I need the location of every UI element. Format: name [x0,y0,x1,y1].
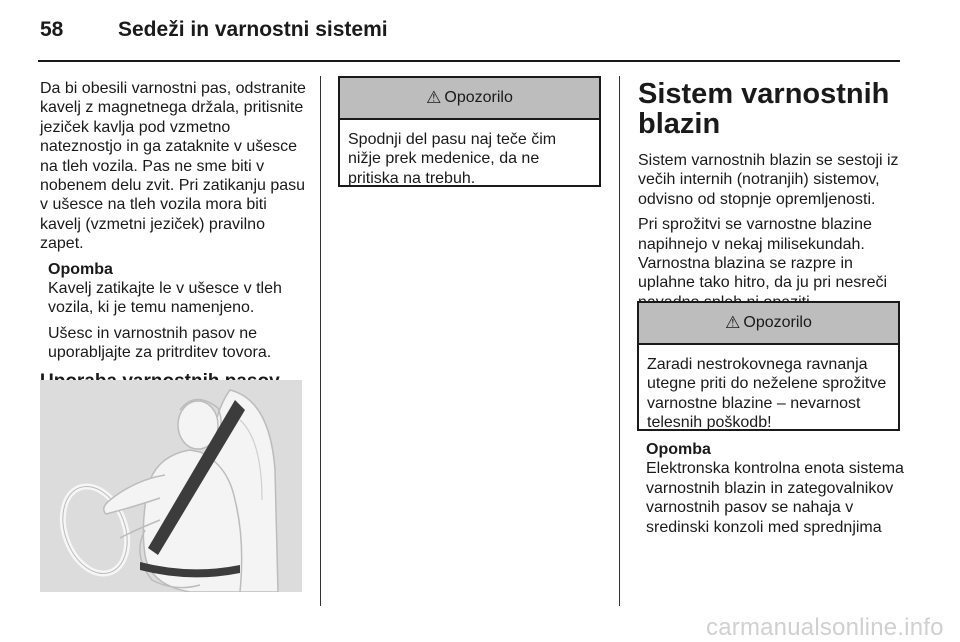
note-heading: Opomba [48,260,113,278]
page-number: 58 [40,18,64,41]
pregnant-seatbelt-illustration [40,380,302,592]
warning-header [639,303,898,345]
column-divider [320,76,321,606]
header-rule [38,60,900,62]
warning-triangle-icon: ⚠ [426,88,442,107]
page-title: Sedeži in varnostni sistemi [118,18,388,41]
warning-label: Opozorilo [743,314,812,331]
airbag-note-block [646,440,904,543]
warning-header [340,78,599,120]
note-text: Kavelj zatikajte le v ušesce v tleh vozila, ki je temu namenjeno. [48,280,282,317]
note-text: Elektronska kontrolna enota sistema varnostnih blazin in zategovalnikov varnostnih pasov se nahaja v sredinski konzoli med sprednjima [646,460,904,536]
column-divider [619,76,620,606]
airbag-paragraph-1: Sistem varnostnih blazin se sestoji iz večih internih (notranjih) sistemov, odvisno od stopnje opremljenosti. [638,152,899,208]
right-column [638,79,904,318]
warning-box-airbag [637,301,900,431]
intro-paragraph: Da bi obesili varnostni pas, odstranite kavelj z magnetnega držala, pritisnite jeziček kavlja pod vzmetno nateznostjo in ga zataknite v ušesce na tleh vozila. Pas ne sme biti v nobenem delu zvit. Pri zatikanju pasu v ušesce na tleh vozila mora biti kavelj (vzmetni jeziček) pravilno zapet. [40,80,306,253]
note-block [40,260,306,363]
watermark: carmanualsonline.info [706,614,944,641]
warning-triangle-icon: ⚠ [725,313,741,332]
note-heading: Opomba [646,441,711,458]
warning-text: Spodnji del pasu naj teče čim nižje prek medenice, da ne pritiska na trebuh. [348,131,557,187]
airbag-paragraph-2: Pri sprožitvi se varnostne blazine napihnejo v nekaj milisekundah. Varnostna blazina se razpre in uplahne tako hitro, da ju pri nesreči [638,216,888,292]
airbag-section-heading: Sistem varnostnih blazin [638,78,890,140]
warning-label: Opozorilo [444,89,513,106]
warning-box-pregnancy [338,76,601,187]
note-text-2: Ušesc in varnostnih pasov ne uporabljajte za pritrditev tovora. [48,324,272,362]
seatbelt-illustration-svg [40,380,302,592]
left-column [40,79,306,413]
warning-text: Zaradi nestrokovnega ravnanja utegne priti do neželene sprožitve varnostne blazine – nevarnost telesnih poškodb! [647,356,887,432]
